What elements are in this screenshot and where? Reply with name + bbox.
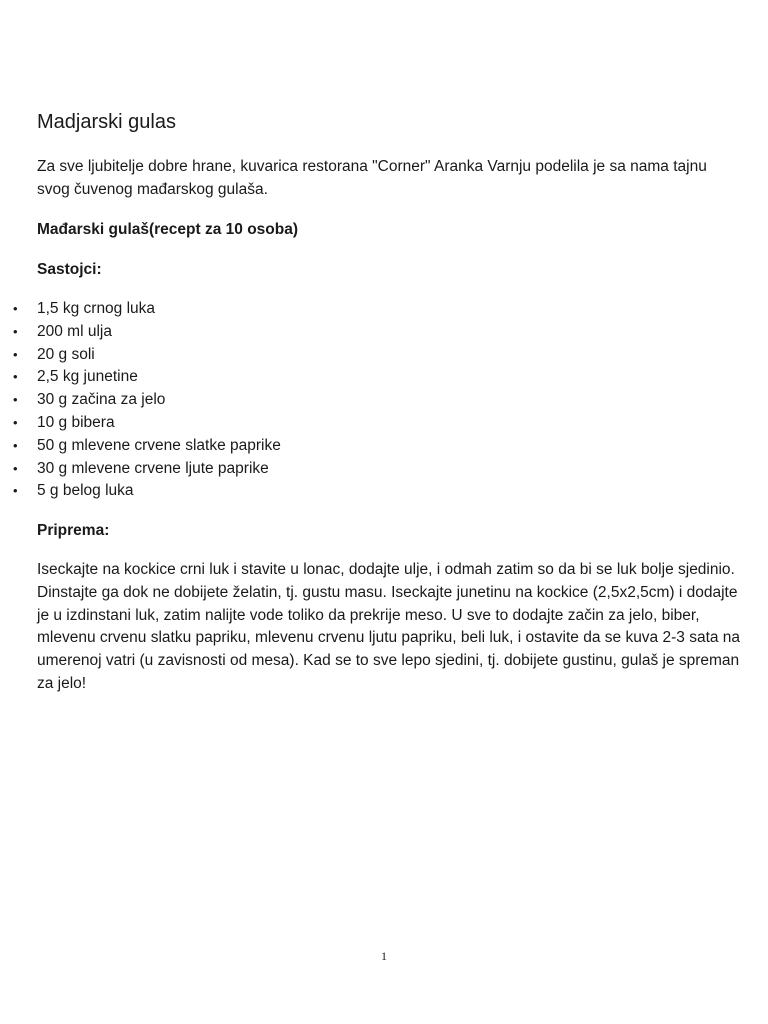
bullet-icon: • — [13, 437, 18, 453]
preparation-paragraph: Iseckajte na kockice crni luk i stavite u lonac, dodajte ulje, i odmah zatim so da bi se luk bolje sjedinio. Dinstajte ga dok ne dobijete želatin, tj. gustu masu. Iseckajte junetinu na kockice (2,5x2,5cm) i dodajte je u izdinstani luk, zatim nalijte vode toliko da prekrije meso. U sve to dodajte začin za jelo, biber, mlevenu crvenu slatku papriku, mlevenu crvenu ljutu papriku, beli luk, i ostavite da se kuva 2-3 sata na umerenoj vatri (u zavisnosti od mesa). Kad se to sve lepo sjedini, tj. dobijete gustinu, gulaš je spreman za jelo! — [37, 561, 741, 692]
ingredients-heading: Sastojci: — [37, 261, 102, 278]
ingredient-text: 30 g mlevene crvene ljute paprike — [37, 459, 269, 477]
ingredient-item — [13, 412, 281, 435]
ingredient-item — [13, 298, 281, 321]
bullet-icon: • — [13, 346, 18, 362]
bullet-icon: • — [13, 414, 18, 430]
ingredient-item — [13, 321, 281, 344]
ingredient-item — [13, 435, 281, 458]
ingredient-text: 50 g mlevene crvene slatke paprike — [37, 436, 281, 454]
ingredient-item — [13, 458, 281, 481]
bullet-icon: • — [13, 483, 18, 499]
ingredient-text: 10 g bibera — [37, 413, 115, 431]
ingredient-item — [13, 389, 281, 412]
ingredient-text: 5 g belog luka — [37, 482, 134, 500]
recipe-title: Mađarski gulaš(recept za 10 osoba) — [37, 221, 299, 238]
ingredients-list — [13, 298, 281, 503]
ingredient-text: 30 g začina za jelo — [37, 391, 166, 409]
ingredient-text: 200 ml ulja — [37, 322, 112, 340]
page-number: 1 — [381, 949, 387, 963]
ingredient-item — [13, 366, 281, 389]
bullet-icon: • — [13, 392, 18, 408]
bullet-icon: • — [13, 323, 18, 339]
bullet-icon: • — [13, 301, 18, 316]
preparation-heading: Priprema: — [37, 522, 110, 539]
ingredient-text: 2,5 kg junetine — [37, 368, 138, 386]
intro-paragraph: Za sve ljubitelje dobre hrane, kuvarica restorana "Corner" Aranka Varnju podelila je sa nama tajnu svog čuvenog mađarskog gulaša. — [37, 158, 707, 198]
ingredient-item — [13, 480, 281, 503]
ingredient-text: 1,5 kg crnog luka — [37, 300, 156, 317]
ingredient-text: 20 g soli — [37, 345, 95, 363]
document-title: Madjarski gulas — [37, 111, 176, 133]
bullet-icon: • — [13, 369, 18, 385]
ingredient-item — [13, 344, 281, 367]
bullet-icon: • — [13, 460, 18, 476]
